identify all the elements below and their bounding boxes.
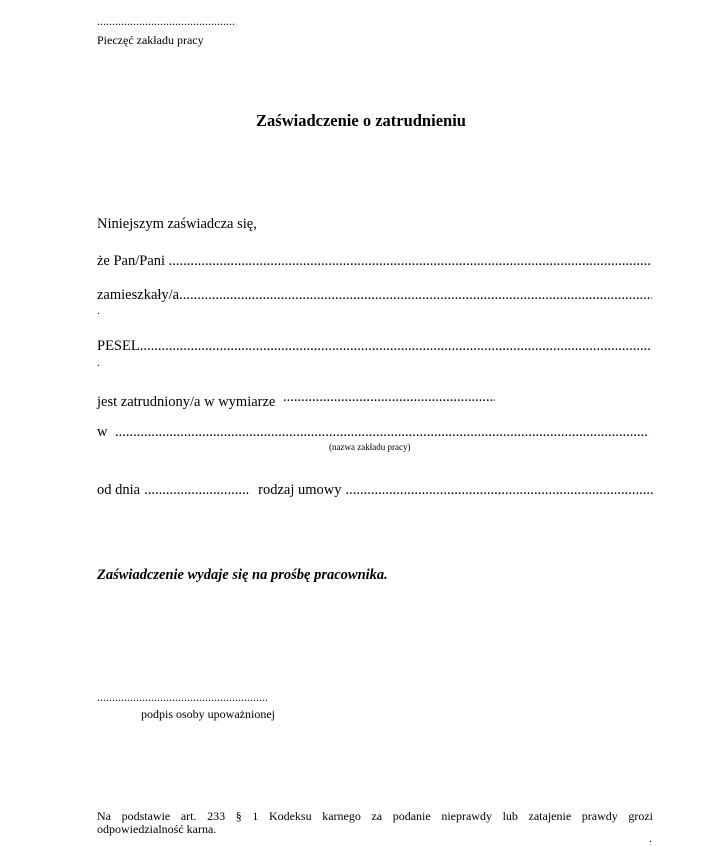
legal-note-line-1: Na podstawie art. 233 § 1 Kodeksu karnego za podanie nieprawdy lub zatajenie prawdy grozi (97, 809, 653, 823)
legal-note-line-2: odpowiedzialność karna. (97, 822, 217, 836)
name-label: że Pan/Pani ......... (97, 253, 202, 269)
workplace-label: w (97, 424, 108, 440)
stray-mark-address: . (97, 303, 100, 317)
employment-field[interactable] (97, 389, 495, 411)
pesel-dotted-line (140, 338, 652, 355)
intro-text: Niniejszym zaświadcza się, (97, 216, 257, 232)
stamp-dots: .............................................. (97, 14, 235, 28)
stray-mark-page-end: . (649, 831, 652, 845)
from-date-label: od dnia (97, 482, 141, 498)
name-dotted-line (201, 253, 652, 270)
statement-text: Zaświadczenie wydaje się na prośbę pracownika. (97, 567, 388, 583)
pesel-label: PESEL (97, 338, 140, 354)
employment-label: jest zatrudniony/a w wymiarze (97, 394, 276, 410)
address-dotted-line (179, 287, 652, 304)
stamp-label: Pieczęć zakładu pracy (97, 33, 204, 47)
date-contract-row[interactable] (97, 482, 653, 499)
address-field[interactable] (97, 287, 652, 305)
signature-dots: ......................................................... (97, 690, 268, 704)
stray-mark-pesel: . (97, 355, 100, 369)
contract-type-dotted-line (345, 482, 653, 499)
employment-dotted-line (283, 389, 495, 406)
document-title: Zaświadczenie o zatrudnieniu (256, 111, 466, 130)
workplace-hint: (nazwa zakładu pracy) (329, 442, 411, 452)
workplace-dotted-line (115, 424, 649, 441)
contract-type-label: rodzaj umowy (258, 482, 342, 498)
pesel-field[interactable] (97, 338, 652, 356)
name-field[interactable] (97, 253, 652, 271)
workplace-field[interactable] (97, 424, 649, 442)
address-label: zamieszkały/a (97, 287, 180, 303)
signature-label: podpis osoby upoważnionej (141, 707, 275, 721)
from-date-dotted-line (144, 482, 250, 499)
